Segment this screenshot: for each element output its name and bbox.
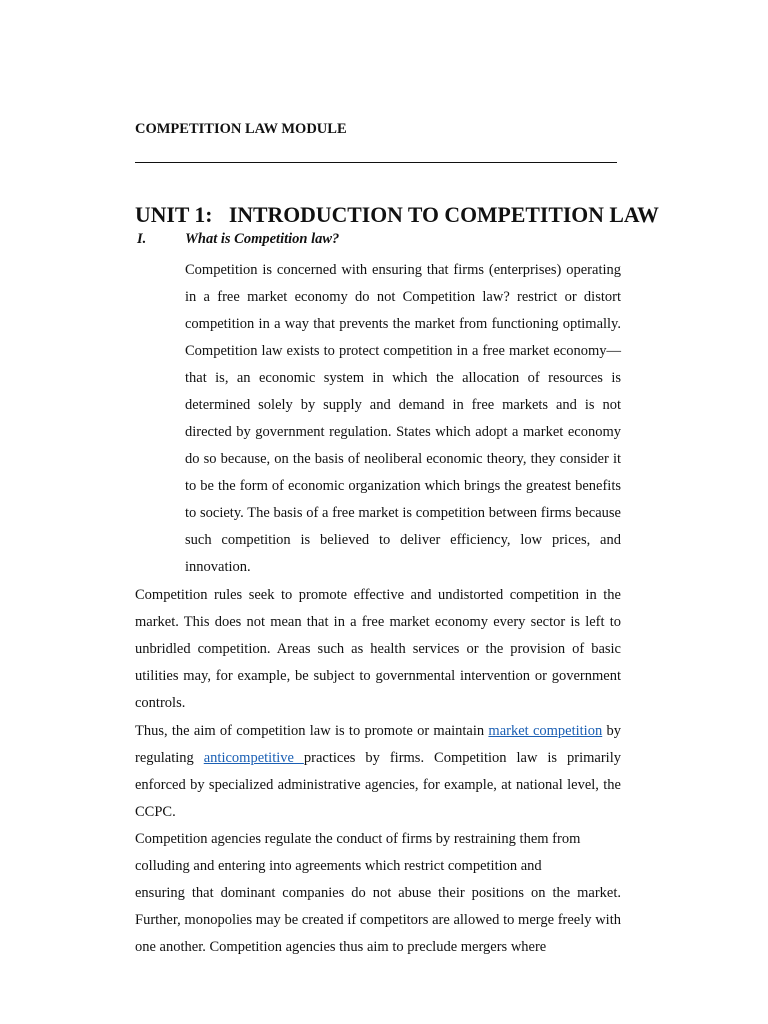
- paragraph-text-segment: Thus, the aim of competition law is to promote or maintain: [135, 723, 489, 739]
- indented-paragraph: Competition is concerned with ensuring that firms (enterprises) operating in a free market economy do not Competition law? restrict or distort competition in a way that prevents the market from functioning optimally. Competition law exists to protect competition in a free market economy—that is, an economic system in which the allocation of resources is determined solely by supply and demand in free markets and is not directed by government regulation. States which adopt a market economy do so because, on the basis of neoliberal economic theory, they consider it to be the form of economic organization which brings the greatest benefits to society. The basis of a free market is competition between firms because such competition is believed to deliver efficiency, low prices, and innovation.: [185, 262, 621, 575]
- document-title: COMPETITION LAW MODULE: [135, 121, 347, 137]
- paragraph-competition-agencies: [135, 826, 621, 961]
- paragraph-text-segment: Competition agencies regulate the conduct of firms by restraining them from colluding and entering into agreements which restrict competition and: [135, 831, 581, 874]
- market-competition-link[interactable]: market competition: [488, 723, 603, 739]
- section-title: What is Competition law?: [185, 231, 340, 247]
- paragraph-text-segment: practices by firms. Competition law is primarily enforced by specialized administrative agencies, for example, at national level, the CCPC.: [135, 750, 621, 820]
- section-heading: [137, 231, 339, 248]
- section-number: I.: [137, 231, 147, 247]
- paragraph-text-segment: ensuring that dominant companies do not abuse their positions on the market. Further, monopolies may be created if competitors are allowed to merge freely with one another. Competition agencies thus aim to preclude mergers where: [135, 885, 621, 955]
- title-divider: [135, 162, 617, 163]
- paragraph-text-segment: by regulating: [135, 723, 621, 766]
- paragraph-aim-of-competition-law: [135, 718, 621, 826]
- anticompetitive-link[interactable]: anticompetitive: [203, 750, 304, 766]
- unit-heading: UNIT 1: INTRODUCTION TO COMPETITION LAW: [135, 203, 659, 227]
- paragraph-competition-rules: Competition rules seek to promote effective and undistorted competition in the market. This does not mean that in a free market economy every sector is left to unbridled competition. Areas such as health services or the provision of basic utilities may, for example, be subject to governmental intervention or government controls.: [135, 587, 621, 711]
